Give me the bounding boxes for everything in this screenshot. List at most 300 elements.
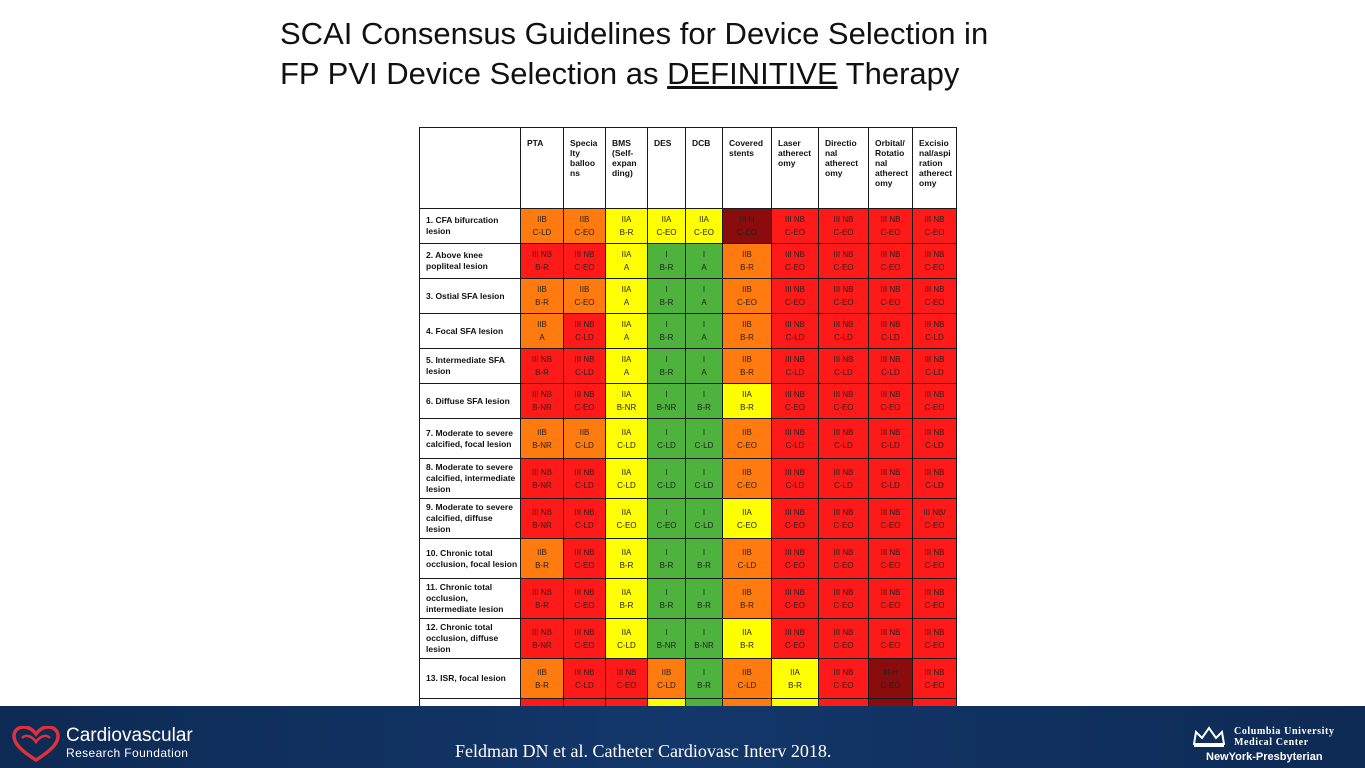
recommendation-cell <box>648 209 686 244</box>
class-of-recommendation: III NB/ <box>923 507 946 517</box>
class-of-recommendation: IIB <box>742 547 752 557</box>
level-of-evidence: C-EO <box>737 440 757 450</box>
class-of-recommendation: IIB <box>537 320 547 329</box>
recommendation-cell <box>869 579 913 619</box>
recommendation-cell <box>648 314 686 349</box>
class-of-recommendation: I <box>665 547 668 557</box>
class-of-recommendation: IIA <box>742 390 752 399</box>
class-of-recommendation: III NB <box>880 215 901 224</box>
recommendation-cell <box>564 209 606 244</box>
level-of-evidence: C-EO <box>924 680 945 690</box>
level-of-evidence: B-R <box>619 560 634 570</box>
recommendation-cell <box>869 314 913 349</box>
class-of-recommendation: I <box>702 355 706 364</box>
recommendation-cell <box>521 279 564 314</box>
level-of-evidence: C-LD <box>532 228 552 237</box>
class-of-recommendation: I <box>702 427 706 437</box>
class-of-recommendation: III NB <box>574 667 595 677</box>
recommendation-cell <box>913 419 957 459</box>
column-header: DCB <box>686 128 723 209</box>
recommendation-cell <box>772 659 819 699</box>
recommendation-cell <box>913 314 957 349</box>
nyp-logo-text: NewYork-Presbyterian <box>1206 751 1323 763</box>
recommendation-cell <box>648 579 686 619</box>
level-of-evidence: C-EO <box>833 228 854 237</box>
class-of-recommendation: III NB <box>531 355 552 364</box>
recommendation-cell <box>606 384 648 419</box>
recommendation-cell <box>819 659 869 699</box>
recommendation-cell <box>521 209 564 244</box>
class-of-recommendation: I <box>702 467 706 477</box>
recommendation-cell <box>723 419 772 459</box>
recommendation-cell <box>606 659 648 699</box>
recommendation-cell <box>819 459 869 499</box>
level-of-evidence: C-EO <box>785 520 805 530</box>
recommendation-cell <box>648 459 686 499</box>
class-of-recommendation: III NB <box>784 627 805 637</box>
class-of-recommendation: III NB <box>574 547 595 557</box>
crf-logo-line-1: Cardiovascular <box>66 725 193 746</box>
recommendation-cell <box>686 384 723 419</box>
class-of-recommendation: IIA <box>621 467 632 477</box>
recommendation-cell <box>723 499 772 539</box>
recommendation-cell <box>869 539 913 579</box>
level-of-evidence: C-LD <box>881 333 900 342</box>
level-of-evidence: B-NR <box>532 403 552 412</box>
level-of-evidence: C-EO <box>785 298 805 307</box>
recommendation-cell <box>819 619 869 659</box>
level-of-evidence: C-EO <box>924 520 945 530</box>
recommendation-cell <box>869 384 913 419</box>
class-of-recommendation: III NB <box>833 390 854 399</box>
recommendation-cell <box>869 279 913 314</box>
column-header: DES <box>648 128 686 209</box>
class-of-recommendation: I <box>702 507 706 517</box>
recommendation-cell <box>521 499 564 539</box>
class-of-recommendation: III NB <box>531 390 552 399</box>
recommendation-cell <box>564 384 606 419</box>
level-of-evidence: B-R <box>740 368 754 377</box>
title-line-2 <box>280 54 1180 94</box>
class-of-recommendation: IIB <box>742 587 752 597</box>
recommendation-cell <box>648 499 686 539</box>
recommendation-cell <box>723 579 772 619</box>
level-of-evidence: C-LD <box>575 368 594 377</box>
class-of-recommendation: III NB <box>833 587 854 597</box>
class-of-recommendation: IIA <box>621 320 632 329</box>
level-of-evidence: C-LD <box>881 480 900 490</box>
recommendation-cell <box>772 619 819 659</box>
level-of-evidence: C-EO <box>656 520 677 530</box>
class-of-recommendation: I <box>702 320 706 329</box>
class-of-recommendation: IIB <box>742 250 752 259</box>
level-of-evidence: C-EO <box>880 640 901 650</box>
recommendation-cell <box>723 539 772 579</box>
class-of-recommendation: I <box>665 507 668 517</box>
class-of-recommendation: IIA <box>790 667 800 677</box>
class-of-recommendation: IIB <box>537 667 547 677</box>
level-of-evidence: C-EO <box>785 403 805 412</box>
recommendation-cell <box>606 244 648 279</box>
level-of-evidence: C-LD <box>785 480 805 490</box>
recommendation-cell <box>521 459 564 499</box>
recommendation-cell <box>648 384 686 419</box>
class-of-recommendation: III NB <box>833 667 854 677</box>
class-of-recommendation: I <box>665 427 668 437</box>
table-row <box>420 244 957 279</box>
level-of-evidence: C-LD <box>694 480 714 490</box>
class-of-recommendation: IIA <box>699 215 709 224</box>
recommendation-cell <box>521 419 564 459</box>
column-header: Excisio nal/aspi ration atherect omy <box>913 128 957 209</box>
class-of-recommendation: III NB <box>880 250 901 259</box>
recommendation-cell <box>723 384 772 419</box>
recommendation-cell <box>606 419 648 459</box>
level-of-evidence: B-NR <box>532 480 552 490</box>
row-label: 8. Moderate to severe calcified, intermediate lesion <box>420 459 521 499</box>
column-header: BMS (Self- expan ding) <box>606 128 648 209</box>
recommendation-cell <box>819 209 869 244</box>
recommendation-cell <box>869 619 913 659</box>
recommendation-cell <box>772 579 819 619</box>
recommendation-cell <box>913 619 957 659</box>
recommendation-cell <box>686 659 723 699</box>
level-of-evidence: B-R <box>659 560 674 570</box>
class-of-recommendation: III NB <box>531 587 552 597</box>
row-label: 7. Moderate to severe calcified, focal lesion <box>420 419 521 459</box>
row-label: 3. Ostial SFA lesion <box>420 279 521 314</box>
recommendation-cell <box>819 499 869 539</box>
level-of-evidence: A <box>623 263 630 272</box>
recommendation-cell <box>521 539 564 579</box>
level-of-evidence: B-R <box>535 560 549 570</box>
recommendation-cell <box>819 384 869 419</box>
recommendation-cell <box>723 619 772 659</box>
recommendation-cell <box>521 619 564 659</box>
table-row <box>420 279 957 314</box>
recommendation-cell <box>723 314 772 349</box>
class-of-recommendation: I <box>665 285 668 294</box>
class-of-recommendation: III NB <box>880 320 901 329</box>
class-of-recommendation: III NB <box>880 547 901 557</box>
level-of-evidence: C-EO <box>574 600 595 610</box>
recommendation-cell <box>913 499 957 539</box>
recommendation-cell <box>564 619 606 659</box>
class-of-recommendation: III NB <box>924 467 945 477</box>
recommendation-cell <box>686 579 723 619</box>
level-of-evidence: A <box>701 298 707 307</box>
level-of-evidence: C-LD <box>925 480 944 490</box>
level-of-evidence: C-LD <box>881 368 900 377</box>
slide-title <box>280 14 1180 94</box>
level-of-evidence: B-NR <box>694 640 714 650</box>
class-of-recommendation: IIA <box>621 507 632 517</box>
class-of-recommendation: III NB <box>880 587 901 597</box>
recommendation-cell <box>564 539 606 579</box>
level-of-evidence: B-R <box>659 263 674 272</box>
level-of-evidence: C-LD <box>925 368 944 377</box>
class-of-recommendation: III NB <box>531 627 552 637</box>
class-of-recommendation: IIB <box>537 547 547 557</box>
class-of-recommendation: III NB <box>924 285 945 294</box>
recommendation-cell <box>564 314 606 349</box>
title-line-2-prefix: FP PVI Device Selection as <box>280 56 668 91</box>
recommendation-cell <box>606 314 648 349</box>
level-of-evidence: C-LD <box>881 440 900 450</box>
level-of-evidence: B-R <box>659 368 674 377</box>
level-of-evidence: B-R <box>697 403 711 412</box>
level-of-evidence: B-R <box>619 228 634 237</box>
crown-logo-icon <box>1192 726 1226 748</box>
class-of-recommendation: IIA <box>742 627 752 637</box>
level-of-evidence: A <box>701 333 707 342</box>
level-of-evidence: C-EO <box>924 263 945 272</box>
class-of-recommendation: I <box>702 250 706 259</box>
level-of-evidence: C-EO <box>785 228 805 237</box>
level-of-evidence: C-LD <box>617 440 636 450</box>
recommendation-cell <box>819 579 869 619</box>
recommendation-cell <box>772 499 819 539</box>
level-of-evidence: A <box>623 333 630 342</box>
class-of-recommendation: III NB <box>574 250 595 259</box>
recommendation-cell <box>648 539 686 579</box>
level-of-evidence: C-LD <box>575 440 594 450</box>
recommendation-cell <box>819 419 869 459</box>
row-label: 6. Diffuse SFA lesion <box>420 384 521 419</box>
level-of-evidence: C-EO <box>574 298 595 307</box>
class-of-recommendation: III NB <box>924 390 945 399</box>
table-row <box>420 659 957 699</box>
level-of-evidence: B-R <box>619 600 634 610</box>
level-of-evidence: C-EO <box>880 600 901 610</box>
citation: Feldman DN et al. Catheter Cardiovasc Interv 2018. <box>455 741 832 761</box>
level-of-evidence: B-R <box>535 600 549 610</box>
recommendation-cell <box>648 244 686 279</box>
recommendation-cell <box>772 279 819 314</box>
class-of-recommendation: I <box>702 587 706 597</box>
recommendation-cell <box>772 419 819 459</box>
class-of-recommendation: IIA <box>621 390 632 399</box>
recommendation-cell <box>723 244 772 279</box>
device-selection-table <box>419 127 957 743</box>
level-of-evidence: C-EO <box>880 403 901 412</box>
level-of-evidence: B-NR <box>656 403 677 412</box>
columbia-logo-line-1: Columbia University <box>1234 726 1335 737</box>
class-of-recommendation: III NB <box>784 215 805 224</box>
row-label: 11. Chronic total occlusion, intermediate lesion <box>420 579 521 619</box>
level-of-evidence: C-LD <box>925 333 944 342</box>
recommendation-cell <box>686 499 723 539</box>
level-of-evidence: B-R <box>697 560 711 570</box>
class-of-recommendation: III H <box>883 667 898 677</box>
level-of-evidence: C-LD <box>737 560 757 570</box>
class-of-recommendation: IIB <box>537 285 547 294</box>
recommendation-cell <box>564 279 606 314</box>
recommendation-cell <box>648 349 686 384</box>
class-of-recommendation: III NB <box>880 507 901 517</box>
recommendation-cell <box>772 384 819 419</box>
header-corner <box>420 128 521 209</box>
recommendation-cell <box>772 209 819 244</box>
level-of-evidence: A <box>701 263 707 272</box>
recommendation-cell <box>686 279 723 314</box>
level-of-evidence: C-EO <box>833 520 854 530</box>
class-of-recommendation: III NB <box>833 285 854 294</box>
level-of-evidence: C-LD <box>737 680 757 690</box>
level-of-evidence: C-EO <box>924 640 945 650</box>
recommendation-cell <box>564 419 606 459</box>
recommendation-cell <box>606 459 648 499</box>
class-of-recommendation: III NB <box>924 250 945 259</box>
class-of-recommendation: III NB <box>880 427 901 437</box>
recommendation-cell <box>723 349 772 384</box>
class-of-recommendation: III NB <box>574 627 595 637</box>
class-of-recommendation: III NB <box>924 427 945 437</box>
level-of-evidence: C-LD <box>925 440 944 450</box>
level-of-evidence: C-LD <box>657 680 676 690</box>
recommendation-cell <box>913 659 957 699</box>
class-of-recommendation: III NB <box>784 467 805 477</box>
level-of-evidence: A <box>701 368 707 377</box>
class-of-recommendation: III NB <box>531 250 552 259</box>
level-of-evidence: C-EO <box>737 480 757 490</box>
recommendation-cell <box>723 459 772 499</box>
recommendation-cell <box>686 314 723 349</box>
level-of-evidence: B-R <box>740 640 754 650</box>
class-of-recommendation: I <box>665 627 668 637</box>
recommendation-cell <box>913 459 957 499</box>
recommendation-cell <box>869 459 913 499</box>
level-of-evidence: B-R <box>535 368 549 377</box>
recommendation-cell <box>686 419 723 459</box>
class-of-recommendation: III NB <box>574 467 595 477</box>
level-of-evidence: C-LD <box>694 440 714 450</box>
class-of-recommendation: IIA <box>621 587 632 597</box>
level-of-evidence: C-LD <box>834 440 853 450</box>
level-of-evidence: C-LD <box>785 440 805 450</box>
level-of-evidence: B-R <box>788 680 802 690</box>
class-of-recommendation: III NB <box>784 355 805 364</box>
recommendation-cell <box>913 579 957 619</box>
class-of-recommendation: III NB <box>784 285 805 294</box>
level-of-evidence: B-R <box>697 680 711 690</box>
recommendation-cell <box>606 349 648 384</box>
level-of-evidence: A <box>623 368 630 377</box>
level-of-evidence: B-R <box>535 263 549 272</box>
recommendation-cell <box>819 279 869 314</box>
class-of-recommendation: IIB <box>742 467 752 477</box>
level-of-evidence: B-R <box>535 298 549 307</box>
class-of-recommendation: IIB <box>537 215 547 224</box>
recommendation-cell <box>648 659 686 699</box>
class-of-recommendation: I <box>665 250 668 259</box>
level-of-evidence: C-LD <box>785 333 805 342</box>
class-of-recommendation: III NB <box>833 547 854 557</box>
recommendation-cell <box>686 459 723 499</box>
crf-logo-line-2: Research Foundation <box>66 746 189 760</box>
class-of-recommendation: III NB <box>833 320 854 329</box>
level-of-evidence: C-EO <box>574 263 595 272</box>
row-label: 1. CFA bifurcation lesion <box>420 209 521 244</box>
level-of-evidence: C-LD <box>834 368 853 377</box>
level-of-evidence: B-R <box>659 333 674 342</box>
level-of-evidence: C-LD <box>834 480 853 490</box>
recommendation-cell <box>521 384 564 419</box>
class-of-recommendation: I <box>702 390 706 399</box>
row-label: 9. Moderate to severe calcified, diffuse lesion <box>420 499 521 539</box>
recommendation-cell <box>606 619 648 659</box>
table-row <box>420 579 957 619</box>
class-of-recommendation: IIB <box>742 320 752 329</box>
recommendation-cell <box>686 209 723 244</box>
level-of-evidence: C-EO <box>880 298 901 307</box>
class-of-recommendation: III NB <box>784 250 805 259</box>
class-of-recommendation: IIB <box>579 215 590 224</box>
recommendation-cell <box>564 349 606 384</box>
level-of-evidence: C-EO <box>616 520 637 530</box>
level-of-evidence: C-LD <box>575 333 594 342</box>
column-header: Specia lty balloo ns <box>564 128 606 209</box>
class-of-recommendation: IIA <box>742 507 752 517</box>
level-of-evidence: C-EO <box>737 228 757 237</box>
class-of-recommendation: III NB <box>574 587 595 597</box>
level-of-evidence: C-LD <box>834 333 853 342</box>
level-of-evidence: C-EO <box>785 560 805 570</box>
class-of-recommendation: I <box>665 587 668 597</box>
level-of-evidence: C-EO <box>833 600 854 610</box>
class-of-recommendation: III NB <box>833 427 854 437</box>
recommendation-cell <box>869 659 913 699</box>
column-header: Directio nal atherect omy <box>819 128 869 209</box>
class-of-recommendation: IIB <box>579 427 590 437</box>
recommendation-cell <box>564 244 606 279</box>
level-of-evidence: C-EO <box>880 228 901 237</box>
class-of-recommendation: IIA <box>621 250 632 259</box>
level-of-evidence: C-EO <box>574 403 595 412</box>
level-of-evidence: B-NR <box>616 403 637 412</box>
class-of-recommendation: IIA <box>621 547 632 557</box>
class-of-recommendation: IIB <box>579 285 590 294</box>
recommendation-cell <box>913 279 957 314</box>
level-of-evidence: C-EO <box>880 560 901 570</box>
class-of-recommendation: III NB <box>784 547 805 557</box>
level-of-evidence: C-EO <box>924 403 945 412</box>
class-of-recommendation: III NB <box>880 390 901 399</box>
level-of-evidence: C-EO <box>924 298 945 307</box>
columbia-logo-line-2: Medical Center <box>1234 737 1309 748</box>
column-header: Orbital/ Rotatio nal atherect omy <box>869 128 913 209</box>
recommendation-cell <box>819 314 869 349</box>
class-of-recommendation: IIA <box>621 355 632 364</box>
level-of-evidence: C-EO <box>833 680 854 690</box>
class-of-recommendation: I <box>702 667 706 677</box>
recommendation-cell <box>869 209 913 244</box>
recommendation-cell <box>723 279 772 314</box>
level-of-evidence: B-NR <box>532 520 552 530</box>
recommendation-cell <box>686 539 723 579</box>
table-header-row <box>420 128 957 209</box>
class-of-recommendation: III NB <box>574 320 595 329</box>
recommendation-cell <box>869 244 913 279</box>
recommendation-cell <box>819 539 869 579</box>
recommendation-cell <box>723 659 772 699</box>
level-of-evidence: B-NR <box>532 440 552 450</box>
class-of-recommendation: III NB <box>924 355 945 364</box>
row-label: 5. Intermediate SFA lesion <box>420 349 521 384</box>
level-of-evidence: B-R <box>659 600 674 610</box>
class-of-recommendation: IIA <box>621 285 632 294</box>
recommendation-cell <box>869 499 913 539</box>
